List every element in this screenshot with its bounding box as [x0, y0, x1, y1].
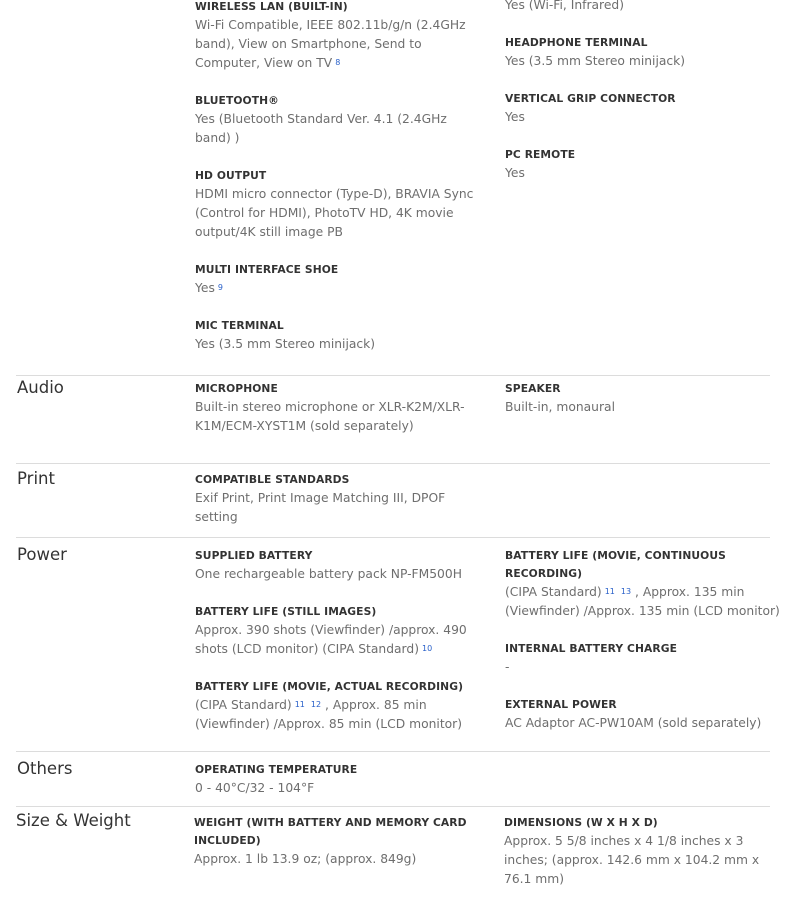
spec-compatible-standards — [195, 471, 485, 527]
spec-battery-life-movie-actual — [195, 678, 485, 734]
spec-label: BATTERY LIFE (MOVIE, ACTUAL RECORDING) — [195, 680, 464, 693]
spec-battery-life-movie-continuous — [505, 547, 780, 621]
spec-internal-battery-charge — [505, 640, 780, 677]
section-divider — [16, 375, 770, 376]
spec-wireless-lan — [195, 0, 485, 73]
spec-value: 0 - 40°C/32 - 104°F — [195, 781, 315, 795]
spec-value: Yes (Bluetooth Standard Ver. 4.1 (2.4GHz band) ) — [195, 112, 447, 145]
spec-hd-output — [195, 167, 485, 242]
power-right-column — [505, 547, 780, 752]
spec-value: Yes (3.5 mm Stereo minijack) — [505, 54, 686, 68]
spec-headphone-terminal — [505, 34, 780, 71]
audio-right-column — [505, 380, 780, 436]
spec-pc-remote — [505, 146, 780, 183]
spec-value: Yes (Wi-Fi, Infrared) — [505, 0, 625, 12]
footnote-link[interactable]: 11 — [604, 587, 615, 596]
spec-label: HD OUTPUT — [195, 169, 267, 182]
section-divider — [16, 537, 770, 538]
power-left-column — [195, 547, 485, 753]
spec-label: HEADPHONE TERMINAL — [505, 36, 648, 49]
section-title: Audio — [17, 378, 64, 397]
footnote-link[interactable]: 10 — [422, 644, 433, 653]
spec-value: Built-in stereo microphone or XLR-K2M/XLR-K1M/ECM-XYST1M (sold separately) — [195, 400, 465, 433]
spec-label: WIRELESS LAN (BUILT-IN) — [195, 0, 348, 13]
spec-label: PC REMOTE — [505, 148, 576, 161]
section-divider — [16, 751, 770, 752]
spec-microphone — [195, 380, 485, 436]
size-right-column — [504, 814, 780, 908]
spec-value: Approx. 390 shots (Viewfinder) /approx. 490 shots (LCD monitor) (CIPA Standard) $^{10}$ — [195, 623, 467, 656]
spec-label: INTERNAL BATTERY CHARGE — [505, 642, 677, 655]
spec-value: HDMI micro connector (Type-D), BRAVIA Sync (Control for HDMI), PhotoTV HD, 4K movie output/4K still image PB — [195, 187, 474, 239]
spec-supplied-battery — [195, 547, 485, 584]
spec-value: Yes (3.5 mm Stereo minijack) — [195, 337, 376, 351]
size-left-column — [194, 814, 484, 888]
spec-label: COMPATIBLE STANDARDS — [195, 473, 350, 486]
spec-label: OPERATING TEMPERATURE — [195, 763, 358, 776]
spec-label: WEIGHT (WITH BATTERY AND MEMORY CARD INCLUDED) — [194, 816, 467, 847]
spec-value: (CIPA Standard) $^{11}$ $^{12}$ , Approx. 85 min (Viewfinder) /Approx. 85 min (LCD monitor) — [195, 698, 463, 731]
spec-weight — [194, 814, 484, 869]
spec-mic-terminal — [195, 317, 485, 354]
spec-label: EXTERNAL POWER — [505, 698, 617, 711]
spec-label: MICROPHONE — [195, 382, 278, 395]
spec-value: Yes $^9$ — [195, 281, 223, 295]
spec-external-power — [505, 696, 780, 733]
spec-value: Exif Print, Print Image Matching III, DPOF setting — [195, 491, 446, 524]
others-left-column — [195, 761, 485, 817]
spec-vertical-grip — [505, 90, 780, 127]
spec-value: Approx. 1 lb 13.9 oz; (approx. 849g) — [194, 852, 417, 866]
spec-multi-interface-shoe — [195, 261, 485, 298]
spec-value: Built-in, monaural — [505, 400, 615, 414]
section-title: Size & Weight — [16, 811, 131, 830]
audio-left-column — [195, 380, 485, 455]
spec-label: VERTICAL GRIP CONNECTOR — [505, 92, 676, 105]
spec-label: MULTI INTERFACE SHOE — [195, 263, 339, 276]
spec-label: BATTERY LIFE (MOVIE, CONTINUOUS RECORDING) — [505, 549, 726, 580]
spec-battery-life-still — [195, 603, 485, 659]
spec-value: One rechargeable battery pack NP-FM500H — [195, 567, 462, 581]
spec-label: SPEAKER — [505, 382, 561, 395]
spec-operating-temperature — [195, 761, 485, 798]
spec-remote-value — [505, 0, 780, 15]
spec-value: (CIPA Standard) $^{11}$ $^{13}$ , Approx. 135 min (Viewfinder) /Approx. 135 min (LCD monitor) — [505, 585, 780, 618]
spec-speaker — [505, 380, 780, 417]
interface-left-column — [195, 0, 485, 373]
spec-value: Yes — [505, 110, 525, 124]
spec-value: - — [505, 660, 510, 674]
spec-bluetooth — [195, 92, 485, 148]
spec-label: BATTERY LIFE (STILL IMAGES) — [195, 605, 377, 618]
section-divider — [16, 463, 770, 464]
footnote-link[interactable]: 12 — [310, 700, 322, 709]
footnote-link[interactable]: 11 — [294, 700, 305, 709]
spec-value: Yes — [505, 166, 525, 180]
section-divider — [16, 806, 770, 807]
section-title: Power — [17, 545, 67, 564]
section-title: Print — [17, 469, 55, 488]
footnote-link[interactable]: 8 — [335, 58, 341, 67]
spec-dimensions — [504, 814, 780, 889]
section-title: Others — [17, 759, 73, 778]
spec-label: DIMENSIONS (W X H X D) — [504, 816, 658, 829]
footnote-link[interactable]: 9 — [217, 283, 223, 292]
spec-label: MIC TERMINAL — [195, 319, 284, 332]
spec-label: SUPPLIED BATTERY — [195, 549, 313, 562]
interface-right-column — [505, 0, 780, 202]
print-left-column — [195, 471, 485, 546]
spec-label: BLUETOOTH® — [195, 94, 279, 107]
spec-value: AC Adaptor AC-PW10AM (sold separately) — [505, 716, 762, 730]
spec-value: Wi-Fi Compatible, IEEE 802.11b/g/n (2.4GHz band), View on Smartphone, Send to Computer, View on TV $^8$ — [195, 18, 466, 70]
spec-value: Approx. 5 5/8 inches x 4 1/8 inches x 3 inches; (approx. 142.6 mm x 104.2 mm x 76.1 mm) — [504, 834, 760, 886]
footnote-link[interactable]: 13 — [620, 587, 632, 596]
